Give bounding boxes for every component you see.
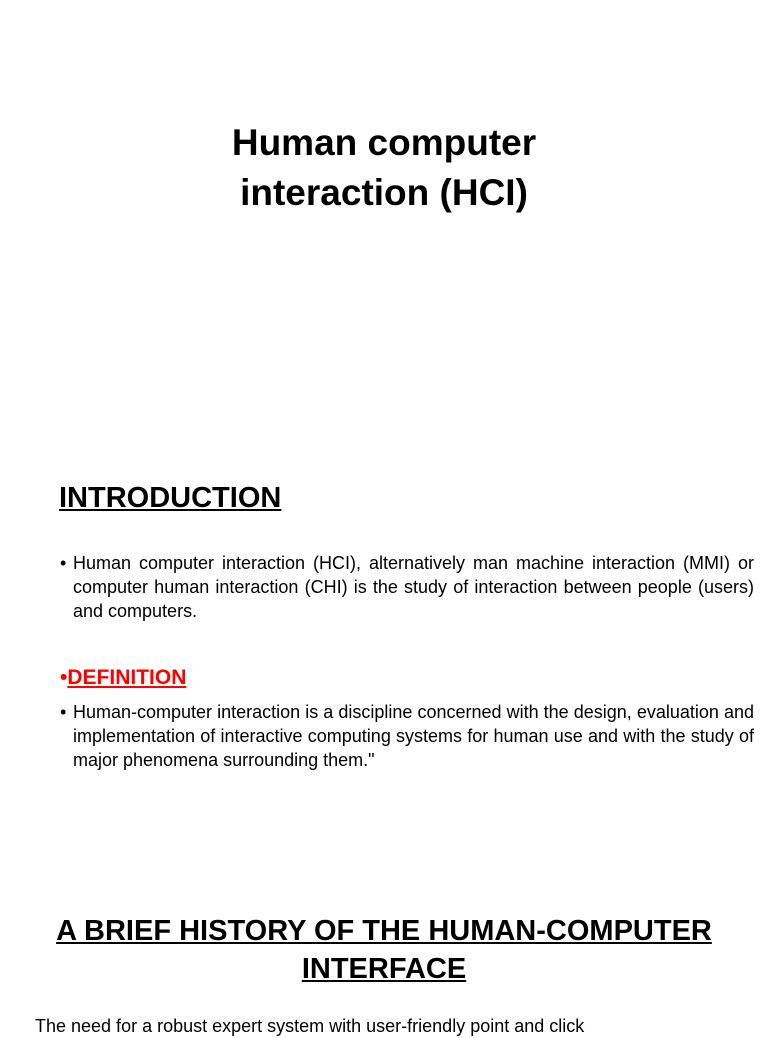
title-line-2: interaction (HCI) [240,172,528,213]
slide-introduction [0,432,768,864]
definition-bullet-text: • Human-computer interaction is a discipline concerned with the design, evaluation and implementation of interactive computing systems for human use and with the study of major phenomena surrounding them." [60,700,754,772]
history-heading [0,912,768,988]
definition-heading [60,664,186,692]
intro-bullet-text: • Human computer interaction (HCI), alternatively man machine interaction (MMI) or computer human interaction (CHI) is the study of interaction between people (users) and computers. [60,551,754,623]
presentation-title [0,118,768,218]
history-body-text-cut-off: The need for a robust expert system with user-friendly point and click [35,1016,585,1036]
definition-bullet: • [60,666,68,689]
history-heading-line-1: A BRIEF HISTORY OF THE HUMAN-COMPUTER [56,915,712,947]
introduction-heading: INTRODUCTION [59,482,282,514]
definition-label: DEFINITION [67,666,187,689]
slide-history [0,864,768,1036]
title-line-1: Human computer [231,122,537,163]
slide-title [0,0,768,432]
history-heading-line-2: INTERFACE [301,953,467,985]
